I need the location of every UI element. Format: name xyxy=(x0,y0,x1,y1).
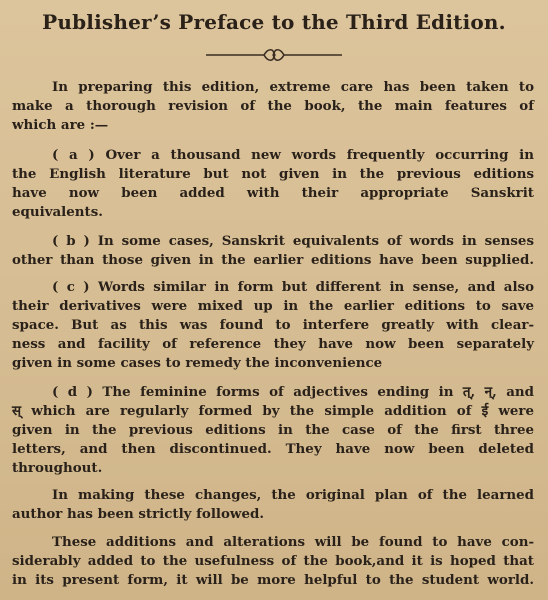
text-line: siderably added to the usefulness of the book,and it is hoped that xyxy=(12,553,534,569)
point-a-paragraph xyxy=(12,146,534,222)
point-d-paragraph xyxy=(12,383,534,478)
text-line: other than those given in the earlier editions have been supplied. xyxy=(12,252,534,268)
text-line: ( d ) The feminine forms of adjectives ending in त्, न्, and xyxy=(52,384,534,400)
text-line: ( c ) Words similar in form but different in sense, and also xyxy=(52,279,534,295)
text-line: letters, and then discontinued. They have now been deleted xyxy=(12,441,534,457)
point-c-paragraph xyxy=(12,278,534,373)
text-line: which are :— xyxy=(12,117,109,133)
text-line: their derivatives were mixed up in the earlier editions to save xyxy=(12,298,534,314)
text-line: equivalents. xyxy=(12,204,103,220)
text-line: throughout. xyxy=(12,460,103,476)
text-line: have now been added with their appropriate Sanskrit xyxy=(12,185,534,201)
page-title: Publisher’s Preface to the Third Edition. xyxy=(42,10,506,34)
text-line: in its present form, it will be more helpful to the student world. xyxy=(12,572,534,588)
text-line: These additions and alterations will be found to have con- xyxy=(52,534,534,550)
text-line: space. But as this was found to interfere greatly with clear- xyxy=(12,317,534,333)
text-line: the English literature but not given in the previous editions xyxy=(12,166,534,182)
text-line: given in some cases to remedy the inconvenience xyxy=(12,355,383,371)
text-line: ( b ) In some cases, Sanskrit equivalents of words in senses xyxy=(52,233,534,249)
text-line: In making these changes, the original plan of the learned xyxy=(52,487,534,503)
ornament-divider-icon xyxy=(206,48,342,62)
text-line: In preparing this edition, extreme care has been taken to xyxy=(52,79,534,95)
text-line: author has been strictly followed. xyxy=(12,506,264,522)
text-line: स् which are regularly formed by the simple addition of ई were xyxy=(12,403,534,419)
closing-paragraph xyxy=(12,533,534,590)
text-line: ( a ) Over a thousand new words frequently occurring in xyxy=(52,147,534,163)
text-line: ness and facility of reference they have now been separately xyxy=(12,336,534,352)
text-line: make a thorough revision of the book, the main features of xyxy=(12,98,534,114)
point-b-paragraph xyxy=(12,232,534,270)
intro-paragraph xyxy=(12,78,534,135)
text-line: given in the previous editions in the case of the first three xyxy=(12,422,534,438)
changes-paragraph xyxy=(12,486,534,524)
